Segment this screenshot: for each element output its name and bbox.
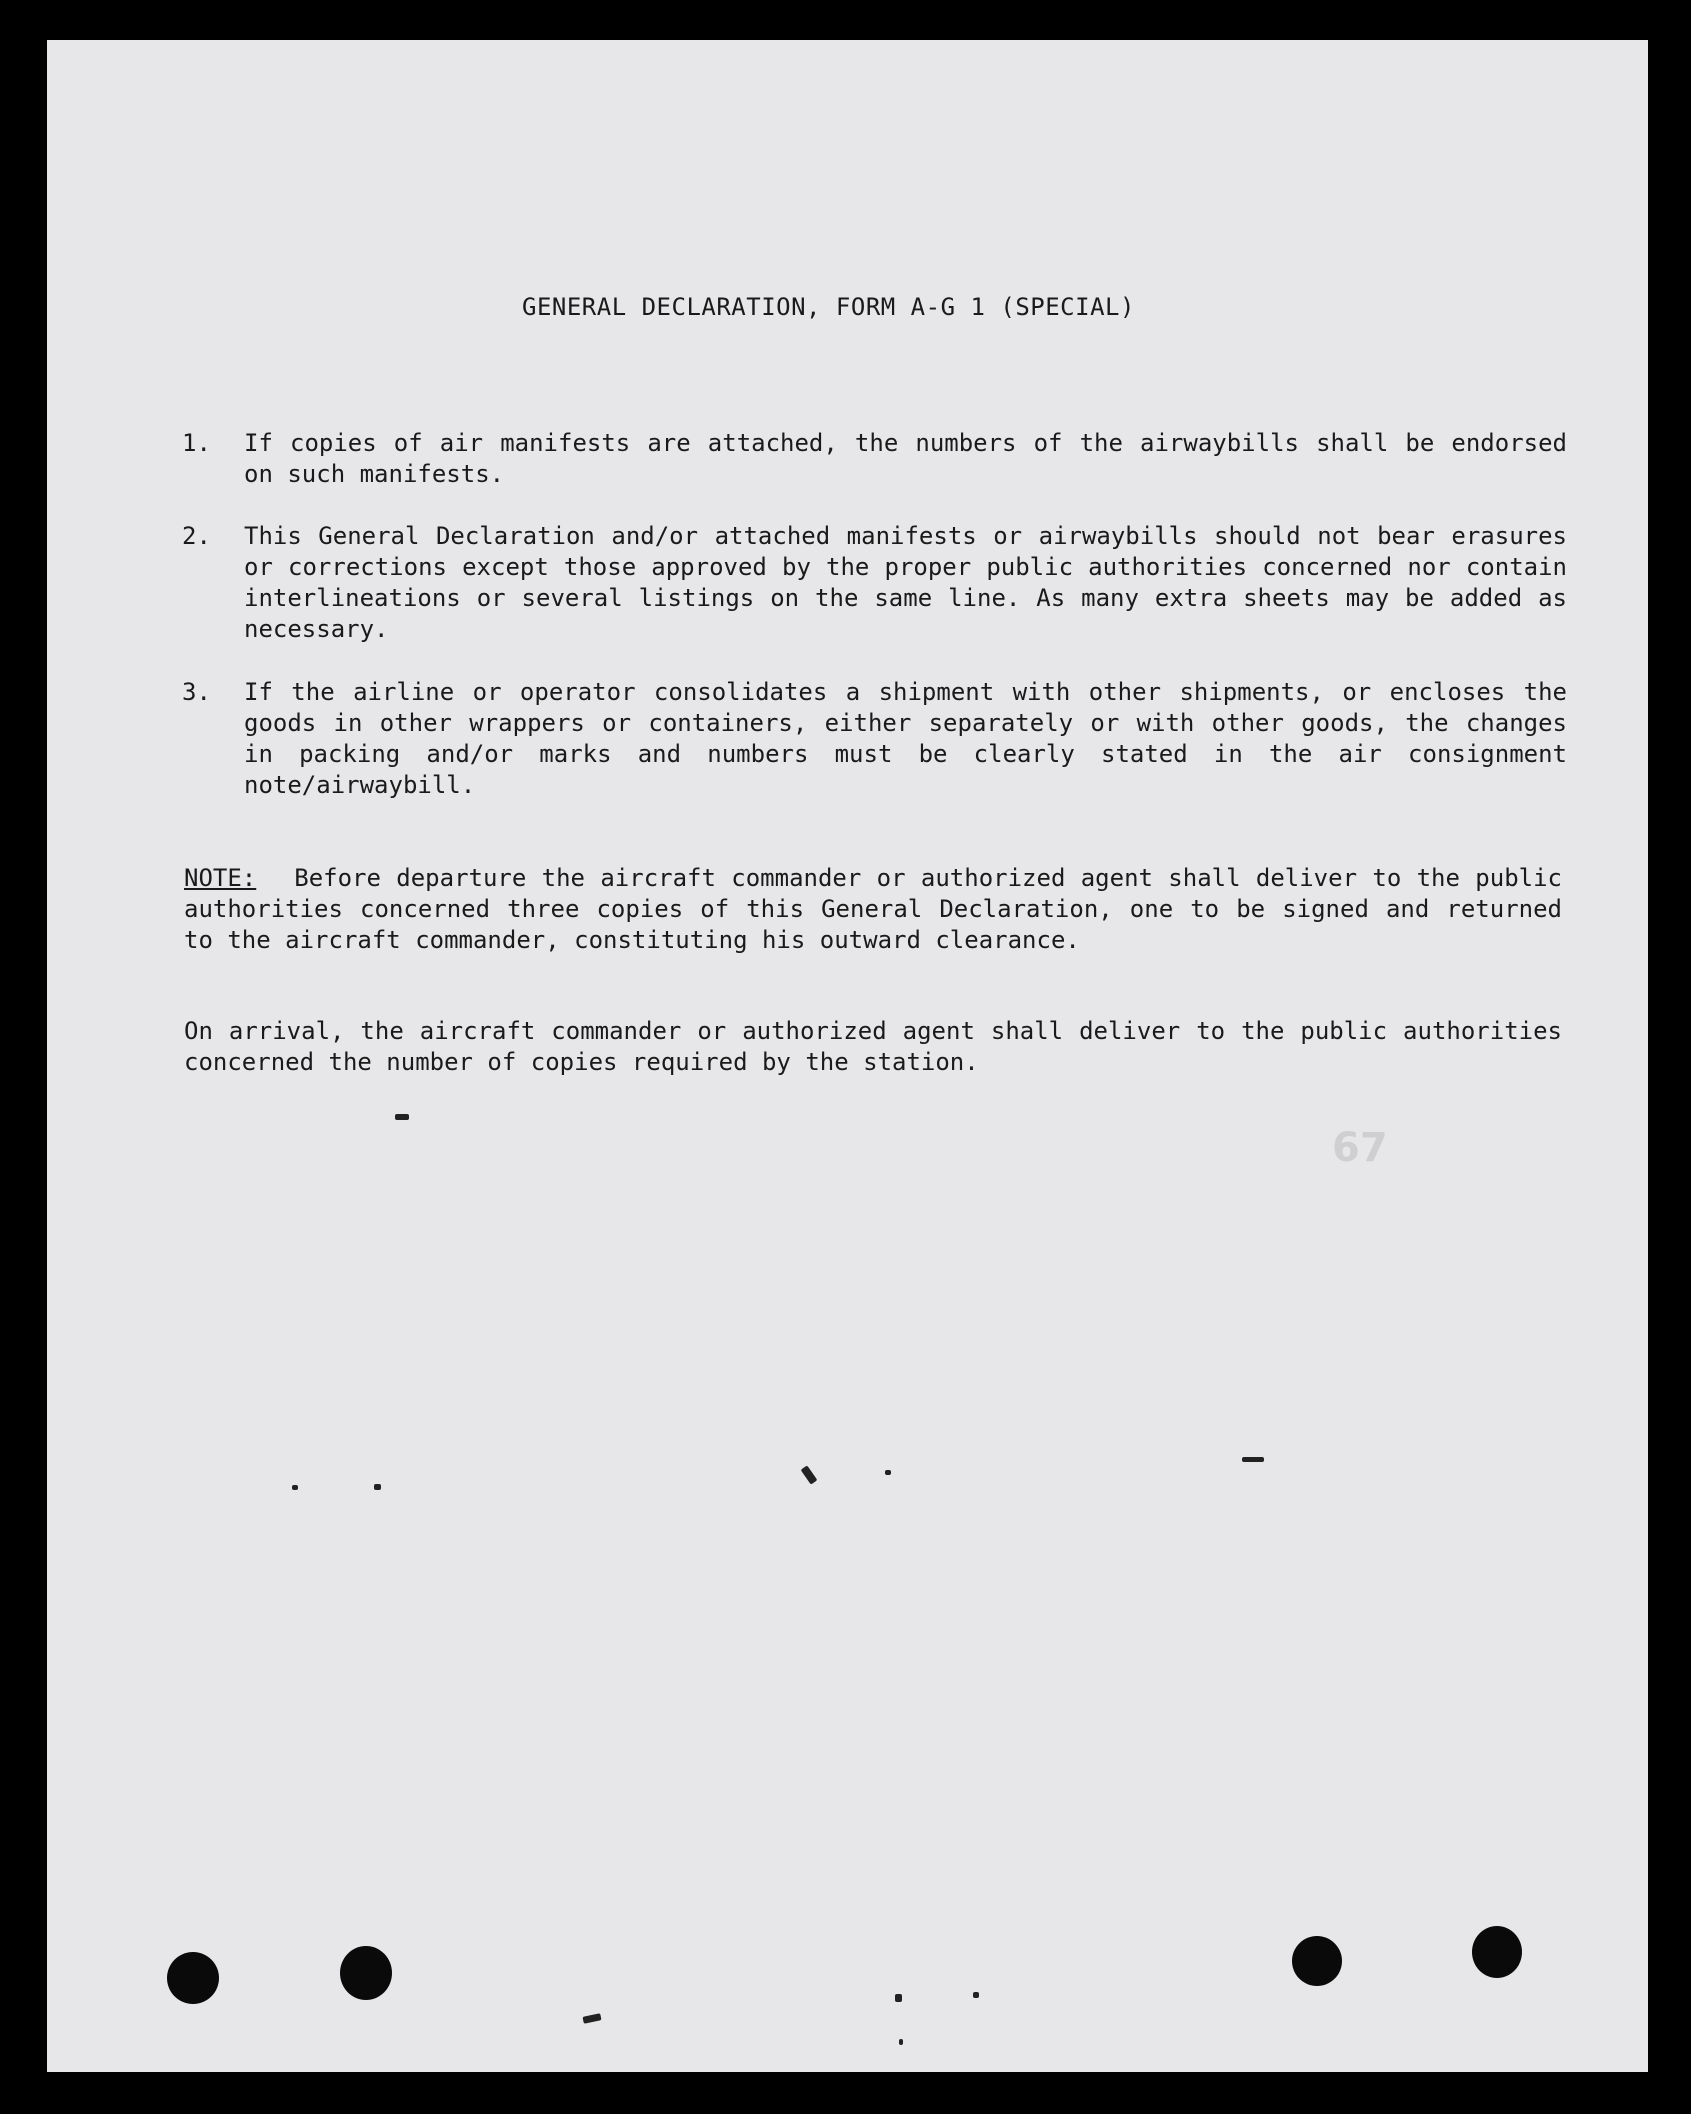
document-sheet	[47, 40, 1648, 2072]
instruction-item-1	[182, 428, 1567, 490]
item-text: If copies of air manifests are attached, the numbers of the airwaybills shall be endorsed on such manifests.	[244, 429, 1567, 488]
speck	[973, 1992, 979, 1998]
speck	[895, 1994, 902, 2002]
instruction-item-2	[182, 521, 1567, 645]
speck	[885, 1470, 891, 1475]
speck	[395, 1114, 409, 1120]
punch-hole	[167, 1952, 219, 2004]
punch-hole	[1292, 1936, 1342, 1986]
bleed-through-mark: 67	[1332, 1125, 1388, 1171]
speck	[1242, 1457, 1264, 1462]
item-number: 3.	[182, 678, 211, 706]
document-title: GENERAL DECLARATION, FORM A-G 1 (SPECIAL)	[522, 293, 1135, 321]
speck	[374, 1484, 381, 1490]
punch-hole	[340, 1946, 392, 2000]
arrival-paragraph: On arrival, the aircraft commander or authorized agent shall deliver to the public authorities concerned the number of copies required by the station.	[184, 1017, 1562, 1076]
punch-hole	[1472, 1926, 1522, 1978]
item-number: 2.	[182, 522, 211, 550]
speck	[801, 1465, 818, 1484]
speck	[292, 1485, 298, 1490]
note-label: NOTE:	[184, 864, 257, 892]
speck	[899, 2039, 903, 2045]
item-text: If the airline or operator consolidates a shipment with other shipments, or encloses the goods in other wrappers or containers, either separately or with other goods, the changes in packing and/or marks and numbers must be clearly stated in the air consignment note/airwaybill.	[244, 678, 1567, 799]
note-paragraph	[184, 863, 1562, 956]
item-number: 1.	[182, 429, 211, 457]
speck	[582, 2013, 601, 2024]
item-text: This General Declaration and/or attached manifests or airwaybills should not bear erasures or corrections except those approved by the proper public authorities concerned nor contain interlineations or several listings on the same line. As many extra sheets may be added as necessary.	[244, 522, 1567, 643]
instruction-item-3	[182, 677, 1567, 801]
note-text: Before departure the aircraft commander or authorized agent shall deliver to the public authorities concerned three copies of this General Declaration, one to be signed and returned to the aircraft commander, constituting his outward clearance.	[184, 864, 1562, 954]
